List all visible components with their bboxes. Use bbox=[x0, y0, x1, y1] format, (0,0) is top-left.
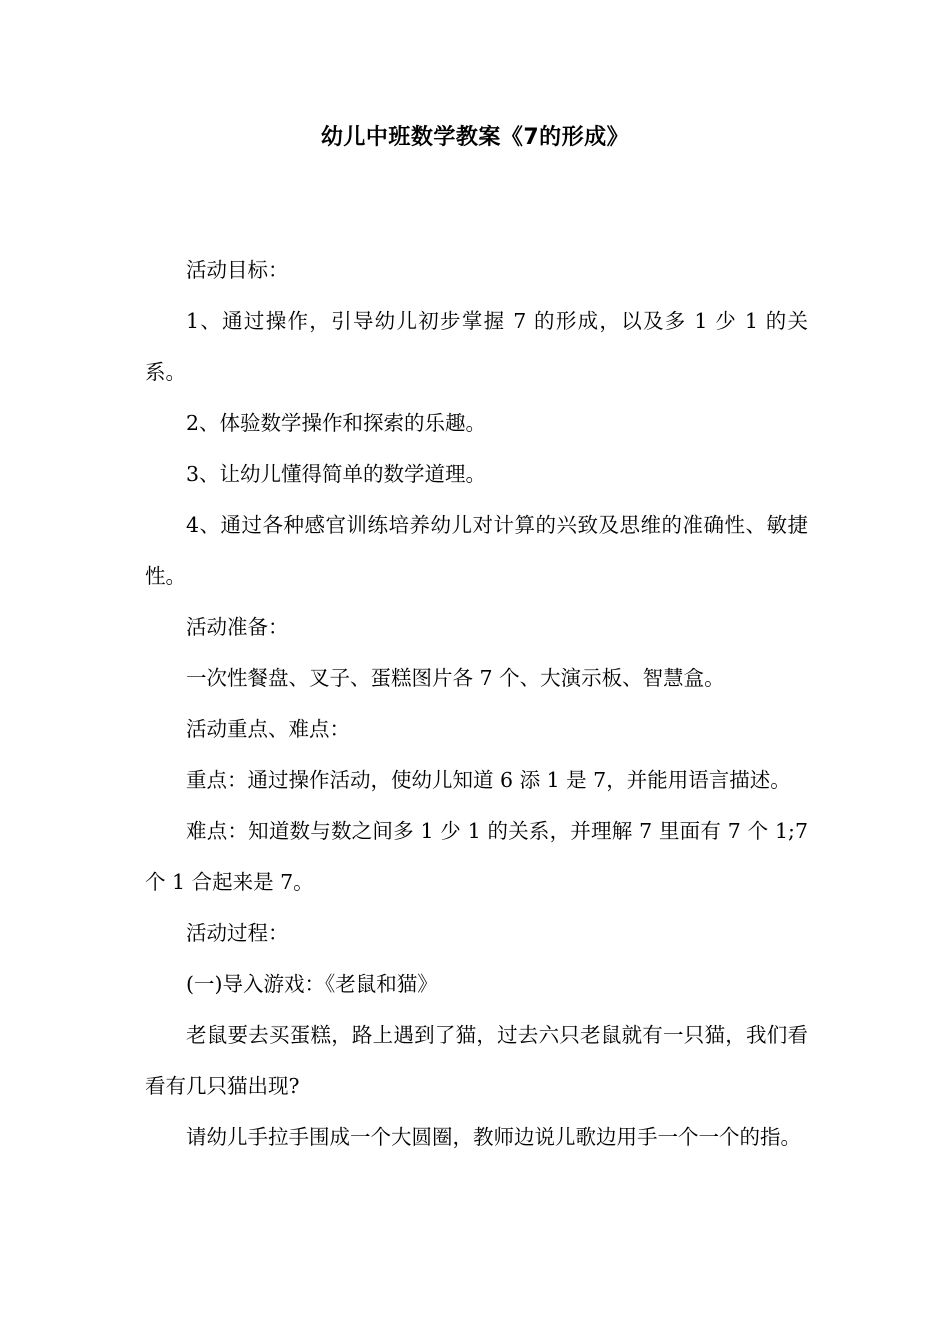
key-point-text: 重点：通过操作活动，使幼儿知道 6 添 1 是 7，并能用语言描述。 bbox=[186, 768, 791, 792]
section-heading-preparation: 活动准备： bbox=[186, 615, 289, 639]
section-heading-key-points: 活动重点、难点： bbox=[186, 717, 350, 741]
process-paragraph-1: 老鼠要去买蛋糕，路上遇到了猫，过去六只老鼠就有一只猫，我们看看有几只猫出现? bbox=[145, 1023, 808, 1098]
document-body bbox=[145, 245, 808, 1163]
section-heading-process: 活动过程： bbox=[186, 921, 289, 945]
difficulty-text: 难点：知道数与数之间多 1 少 1 的关系，并理解 7 里面有 7 个 1;7 个 1 合起来是 7。 bbox=[145, 819, 808, 894]
goal-item-2: 2、体验数学操作和探索的乐趣。 bbox=[186, 411, 487, 435]
goal-item-4: 4、通过各种感官训练培养幼儿对计算的兴致及思维的准确性、敏捷性。 bbox=[145, 513, 808, 588]
goal-item-3: 3、让幼儿懂得简单的数学道理。 bbox=[186, 462, 487, 486]
section-heading-goals: 活动目标： bbox=[186, 258, 289, 282]
process-paragraph-2: 请幼儿手拉手围成一个大圆圈，教师边说儿歌边用手一个一个的指。 bbox=[186, 1125, 801, 1149]
goal-item-1: 1、通过操作，引导幼儿初步掌握 7 的形成，以及多 1 少 1 的关系。 bbox=[145, 309, 808, 384]
preparation-text: 一次性餐盘、叉子、蛋糕图片各 7 个、大演示板、智慧盒。 bbox=[186, 666, 725, 690]
document-title: 幼儿中班数学教案《7的形成》 bbox=[320, 125, 630, 150]
process-step-heading: (一)导入游戏：《老鼠和猫》 bbox=[186, 972, 438, 996]
